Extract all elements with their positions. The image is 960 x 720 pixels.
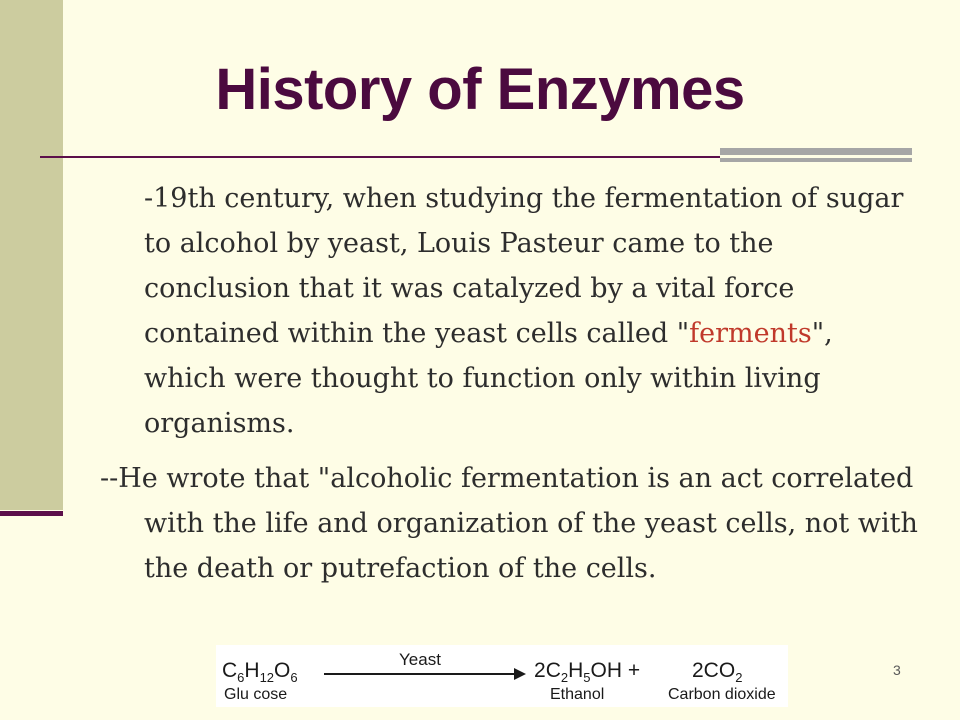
glucose-label: Glu cose [224,686,288,703]
co2-label: Carbon dioxide [668,686,776,703]
equation-graphic [216,645,788,707]
sidebar-accent-line [0,511,63,516]
title-divider [40,156,720,158]
co2-formula: $2CO_2$ [692,659,743,685]
title-divider-gray-top [720,148,912,155]
slide-number: 3 [893,662,901,678]
ethanol-formula: $2C_2H_5OH$ + [534,659,641,685]
paragraph-pasteur-text-end: ", which were thought to function only within living organisms. [144,318,833,439]
ethanol-label: Ethanol [550,686,605,703]
glucose-formula: $C_6H_{12}O_6$ [222,659,298,685]
paragraph-pasteur-text: -19th century, when studying the fermentation of sugar to alcohol by yeast, Louis Pasteur came to the conclusion that it was catalyzed by a vital force contained within the yeast cells called " [144,183,904,349]
reaction-arrow-head [514,668,526,680]
highlight-ferments: ferments [689,318,812,349]
slide-title: History of Enzymes [215,57,745,122]
title-divider-gray-bottom [720,158,912,162]
paragraph-pasteur [100,176,920,446]
paragraph-quote: --He wrote that "alcoholic fermentation is an act correlated with the life and organization of the yeast cells, not with the death or putrefaction of the cells. [100,463,918,584]
fermentation-equation [216,645,788,707]
catalyst-label: Yeast [399,650,441,669]
slide-body [100,176,920,591]
